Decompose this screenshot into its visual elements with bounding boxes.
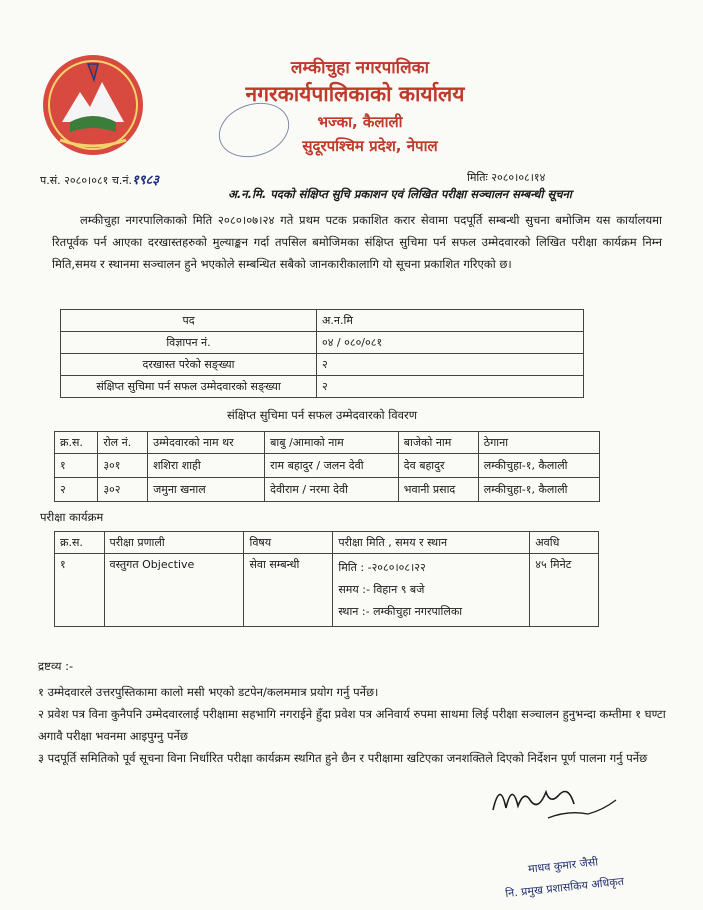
candidates-caption: संक्षिप्त सुचिमा पर्न सफल उम्मेदवारको विवरण [226,408,418,422]
column-header: बाबु /आमाको नाम [265,432,399,454]
schedule-cell [333,554,530,627]
table-cell: १ [55,454,98,478]
summary-table [60,309,584,398]
column-header: रोल नं. [98,432,148,454]
table-cell: पद [61,310,317,332]
table-cell: दरखास्त परेको सङ्ख्या [61,354,317,376]
reference-number: १९८३ [131,173,160,188]
table-cell: राम बहादुर / जलन देवी [265,454,399,478]
table-cell: लम्कीचुहा-१, कैलाली [478,454,599,478]
table-cell: भवानी प्रसाद [398,478,478,502]
table-cell: ३०१ [98,454,148,478]
column-header: उम्मेदवारको नाम थर [148,432,265,454]
table-header-row [55,432,600,454]
column-header: क्र.स. [55,532,105,554]
table-cell: वस्तुगत Objective [104,554,244,627]
signatory-title: नि. प्रमुख प्रशासकिय अधिकृत [504,874,625,901]
table-cell: संक्षिप्त सुचिमा पर्न सफल उम्मेदवारको सङ्ख्या [61,376,317,398]
column-header: अवधि [530,532,599,554]
reference-line [40,170,159,188]
table-cell: ३०२ [98,478,148,502]
table-row [55,454,600,478]
exam-table [54,531,599,627]
notes-title: द्रष्टव्य :- [38,659,74,673]
notice-body [52,209,662,275]
table-header-row [55,532,599,554]
reference-label: प.सं. २०८०।०८१ च.नं. [40,174,132,187]
table-cell: जमुना खनाल [148,478,265,502]
exam-time: समय :- विहान ९ बजे [338,583,425,596]
table-cell: ४५ मिनेट [530,554,599,627]
emblem-icon [40,52,146,158]
table-row [55,554,599,627]
table-cell: देव बहादुर [398,454,478,478]
table-cell: शशिरा शाही [148,454,265,478]
office-province: सुदूरपश्चिम प्रदेश, नेपाल [302,137,438,155]
table-cell: सेवा सम्बन्धी [244,554,333,627]
column-header: बाजेको नाम [398,432,478,454]
table-cell: २ [55,478,98,502]
column-header: ठेगाना [478,432,599,454]
note-item: ३ पदपूर्ति समितिको पूर्व सूचना विना निर्धारित परीक्षा कार्यक्रम स्थगित हुने छैन र परीक्षामा खटिएका जनशक्तिले दिएको निर्देशन पूर्ण पालना गर्नु पर्नेछ [38,751,648,765]
table-cell: २ [317,354,584,376]
candidates-table [54,431,600,502]
table-cell: १ [55,554,105,627]
notice-subject: अ.न.मि. पदको संक्षिप्त सुचि प्रकाशन एवं लिखित परीक्षा सञ्चालन सम्बन्धी सूचना [228,187,572,201]
table-cell: २ [317,376,584,398]
note-item: १ उम्मेदवारले उत्तरपुस्तिकामा कालो मसी भएको डटपेन/कलममात्र प्रयोग गर्नु पर्नेछ। [38,685,379,699]
column-header: क्र.स. [55,432,98,454]
exam-schedule-label: परीक्षा कार्यक्रम [40,510,104,524]
table-cell: ०४ / ०८०/०८१ [317,332,584,354]
column-header: परीक्षा मिति , समय र स्थान [333,532,530,554]
notes-section [38,655,666,769]
body-paragraph: लम्कीचुहा नगरपालिकाको मिति २०८०।०७।२४ गते प्रथम पटक प्रकाशित करार सेवामा पदपूर्ति सम्बन्धी सुचना बमोजिम यस कार्यालयमा रितपूर्वक पर्न आएका दरखास्तहरुको मुल्याङ्कन गर्दा तपसिल बमोजिमका संक्षिप्त सुचिमा पर्न सफल उम्मेदवारको लिखित परीक्षा कार्यक्रम निम्न मिति,समय र स्थानमा सञ्चालन हुने भएकोले सम्बन्धित सबैको जानकारीकालागि यो सूचना प्रकाशित गरिएको छ। [52,213,662,271]
notice-date: मितिः २०८०।०८।१४ [467,171,546,184]
table-cell: विज्ञापन नं. [61,332,317,354]
municipality-name: लम्कीचुहा नगरपालिका [290,58,430,78]
note-item: २ प्रवेश पत्र विना कुनैपनि उम्मेदवारलाई परीक्षामा सहभागि नगराईने हुँदा प्रवेश पत्र अनिवार्य रुपमा साथमा लिई परीक्षा सञ्चालन हुनुभन्दा कम्तीमा १ घण्टा अगावै परीक्षा भवनमा आइपुग्नु पर्नेछ [38,707,666,743]
exam-date: मिति : -२०८०।०८।२२ [338,561,426,574]
column-header: विषय [244,532,333,554]
table-row [61,376,584,398]
table-cell: लम्कीचुहा-१, कैलाली [478,478,599,502]
table-row [61,354,584,376]
signatory-name: माधव कुमार जैसी [527,855,599,876]
signature-icon [488,770,638,840]
table-row [61,332,584,354]
column-header: परीक्षा प्रणाली [104,532,244,554]
office-location: भज्का, कैलाली [317,113,403,131]
table-row [61,310,584,332]
table-row [55,478,600,502]
exam-place: स्थान :- लम्कीचुहा नगरपालिका [338,605,463,618]
table-cell: अ.न.मि [317,310,584,332]
table-cell: देवीराम / नरमा देवी [265,478,399,502]
office-name: नगरकार्यपालिकाको कार्यालय [245,82,465,106]
